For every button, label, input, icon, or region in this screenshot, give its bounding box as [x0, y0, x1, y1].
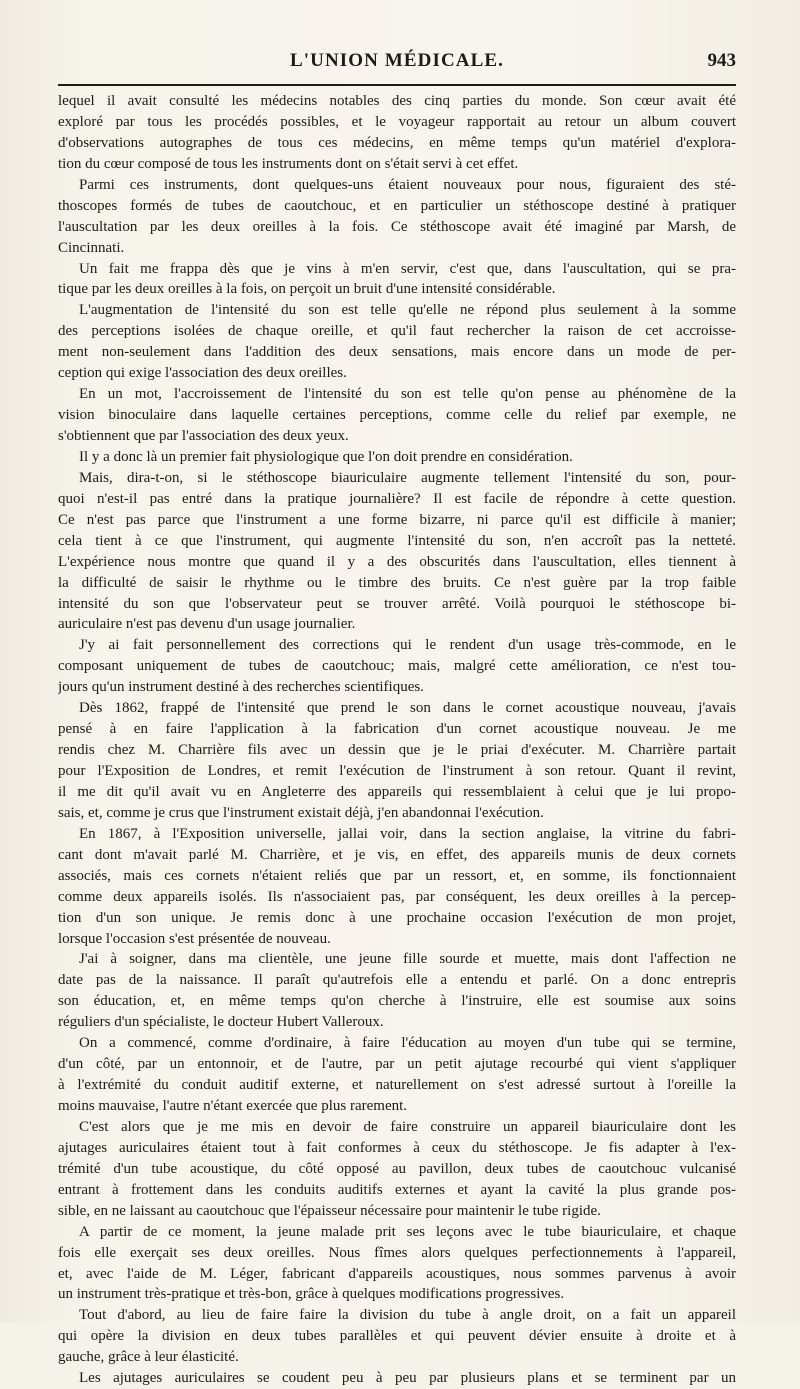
text-line: J'ai à soigner, dans ma clientèle, une jeune fille sourde et muette, mais dont l'affection ne: [79, 951, 736, 968]
text-line: Un fait me frappa dès que je vins à m'en servir, c'est que, dans l'auscultation, qui se pra-: [79, 260, 736, 277]
text-line: vision binoculaire dans laquelle certaines perceptions, comme celle du relief par exemple, ne: [58, 407, 736, 424]
text-line: quoi n'est-il pas entré dans la pratique journalière? Il est facile de répondre à cette question.: [58, 490, 736, 507]
text-line: Ce n'est pas parce que l'instrument a une forme bizarre, ni parce qu'il est difficile à manier;: [58, 511, 736, 528]
text-line: ception qui exige l'association des deux oreilles.: [58, 365, 347, 382]
text-line: réguliers d'un spécialiste, le docteur Hubert Valleroux.: [58, 1014, 384, 1031]
journal-title: L'UNION MÉDICALE.: [290, 50, 504, 71]
text-line: tion d'un son unique. Je remis donc à une prochaine occasion l'exécution de mon projet,: [58, 909, 736, 926]
text-line: tion du cœur composé de tous les instruments dont on s'était servi à cet effet.: [58, 155, 519, 172]
text-line: ment non-seulement dans l'addition des deux sensations, mais encore dans un mode de per-: [58, 344, 736, 361]
text-line: des perceptions isolées de chaque oreille, et qu'il faut rechercher la raison de cet accroisse-: [58, 323, 736, 340]
text-line: jours qu'un instrument destiné à des recherches scientifiques.: [58, 679, 424, 696]
text-line: l'auscultation par les deux oreilles à la fois. Ce stéthoscope avait été imaginé par Marsh, de: [58, 218, 736, 235]
text-line: tique par les deux oreilles à la fois, on perçoit un bruit d'une intensité considérable.: [58, 281, 556, 298]
text-line: comme deux appareils isolés. Ils n'associaient pas, par conséquent, les deux oreilles à la percep-: [58, 888, 736, 905]
text-line: En 1867, à l'Exposition universelle, jallai voir, dans la section anglaise, la vitrine du fabri-: [79, 825, 736, 842]
text-line: qui opère la division en deux tubes parallèles et qui peuvent dévier ensuite à droite et à: [58, 1328, 736, 1345]
text-line: intensité du son que l'observateur peut se trouver arrêté. Voilà pourquoi le stéthoscope bi-: [58, 595, 736, 612]
text-line: et, avec l'aide de M. Léger, fabricant d'appareils acoustiques, nous sommes parvenus à avoir: [58, 1265, 736, 1282]
text-line: Il y a donc là un premier fait physiologique que l'on doit prendre en considération.: [79, 448, 573, 465]
text-line: On a commencé, comme d'ordinaire, à faire l'éducation au moyen d'un tube qui se termine,: [79, 1035, 736, 1052]
text-line: entrant à frottement dans les conduits auditifs externes et ayant la cavité la plus grande pos-: [58, 1181, 736, 1198]
text-line: rendis chez M. Charrière fils avec un dessin que je le priai d'exécuter. M. Charrière partait: [58, 742, 736, 759]
text-line: trémité d'un tube acoustique, du côté opposé au pavillon, deux tubes de caoutchouc vulcanisé: [58, 1160, 736, 1177]
text-line: il me dit qu'il avait vu en Angleterre des appareils qui ressemblaient à celui que je lui propo-: [58, 783, 736, 800]
text-line: associés, mais ces cornets n'étaient reliés que par un ressort, et, en somme, ils fonctionnaient: [58, 867, 736, 884]
text-line: s'obtiennent que par l'association des deux yeux.: [58, 428, 349, 444]
text-line: L'expérience nous montre que quand il y a des obscurités dans l'auscultation, elles tiennent à: [58, 553, 736, 570]
text-line: thoscopes formés de tubes de caoutchouc, et en particulier un stéthoscope destiné à pratiquer: [58, 197, 736, 214]
text-line: date pas de la naissance. Il paraît qu'autrefois elle a entendu et parlé. On a donc entrepris: [58, 972, 736, 989]
text-line: J'y ai fait personnellement des corrections qui le rendent d'un usage très-commode, en le: [79, 637, 736, 654]
text-line: un instrument très-pratique et très-bon, grâce à quelques modifications progressives.: [58, 1286, 565, 1303]
text-line: son éducation, et, en même temps qu'on cherche à l'instruire, elle est soumise aux soins: [58, 993, 736, 1010]
header-rule: [58, 84, 736, 86]
running-head: [58, 50, 736, 80]
text-line: A partir de ce moment, la jeune malade prit ses leçons avec le tube biauriculaire, et chaque: [79, 1223, 736, 1240]
text-line: En un mot, l'accroissement de l'intensité du son est telle qu'on pense au phénomène de la: [79, 386, 736, 403]
text-line: d'un côté, par un entonnoir, et de l'autre, par un petit ajutage recourbé qui vient s'appliquer: [58, 1056, 736, 1073]
text-line: sais, et, comme je crus que l'instrument existait déjà, j'en abandonnai l'exécution.: [58, 804, 544, 821]
text-line: Parmi ces instruments, dont quelques-uns étaient nouveaux pour nous, figuraient des sté-: [79, 176, 736, 193]
text-line: lequel il avait consulté les médecins notables des cinq parties du monde. Son cœur avait été: [58, 93, 736, 109]
text-line: pour l'Exposition de Londres, et remit l'exécution de l'instrument à son retour. Quant il revint,: [58, 763, 736, 779]
text-line: auriculaire n'est pas devenu d'un usage journalier.: [58, 616, 356, 633]
text-line: cant dont m'avait parlé M. Charrière, et je vis, en effet, des appareils munis de deux cornets: [58, 846, 736, 863]
text-line: cela tient à ce que l'instrument, qui augmente l'intensité du son, n'en accroît pas la netteté.: [58, 532, 736, 549]
text-line: lorsque l'occasion s'est présentée de nouveau.: [58, 930, 331, 947]
text-line: ajutages auriculaires étaient tout à fait conformes à ceux du stéthoscope. Je fis adapter à l'ex-: [58, 1139, 736, 1156]
text-line: à l'extrémité du conduit auditif externe, et naturellement on s'est adressé surtout à l'oreille la: [58, 1077, 736, 1094]
text-line: gauche, grâce à leur élasticité.: [58, 1349, 239, 1366]
text-line: Cincinnati.: [58, 239, 125, 256]
text-line: la difficulté de saisir le rhythme ou le timbre des bruits. Ce n'est guère par la trop faible: [58, 574, 736, 591]
text-line: sible, en ne laissant au caoutchouc que l'épaisseur nécessaire pour maintenir le tube rigide.: [58, 1202, 601, 1219]
text-line: C'est alors que je me mis en devoir de faire construire un appareil biauriculaire dont les: [79, 1118, 736, 1135]
text-line: Mais, dira-t-on, si le stéthoscope biauriculaire augmente tellement l'intensité du son, pour-: [79, 469, 736, 486]
text-line: Les ajutages auriculaires se coudent peu à peu par plusieurs plans et se terminent par un: [79, 1370, 736, 1387]
text-line: composant uniquement de tubes de caoutchouc; mais, malgré cette amélioration, ce n'est tou-: [58, 658, 736, 675]
text-line: Dès 1862, frappé de l'intensité que prend le son dans le cornet acoustique nouveau, j'avais: [79, 700, 736, 717]
text-line: exploré par tous les procédés possibles, et le voyageur rapportait au retour un album couvert: [58, 113, 736, 130]
text-line: Tout d'abord, au lieu de faire faire la division du tube à angle droit, on a fait un appareil: [79, 1307, 736, 1324]
text-line: fois elle exerçait ses deux oreilles. Nous fîmes alors quelques perfectionnements à l'appareil,: [58, 1244, 736, 1261]
text-line: L'augmentation de l'intensité du son est telle qu'elle ne répond plus seulement à la somme: [79, 302, 736, 319]
article-body: [58, 91, 736, 1389]
text-line: pensé à en faire l'application à la fabrication d'un cornet acoustique nouveau. Je me: [58, 721, 736, 738]
page-number: 943: [707, 50, 736, 71]
text-line: d'observations autographes de tous ces médecins, en même temps qu'un matériel d'explora-: [58, 134, 736, 151]
text-line: moins mauvaise, l'autre n'étant exercée que plus rarement.: [58, 1098, 408, 1114]
